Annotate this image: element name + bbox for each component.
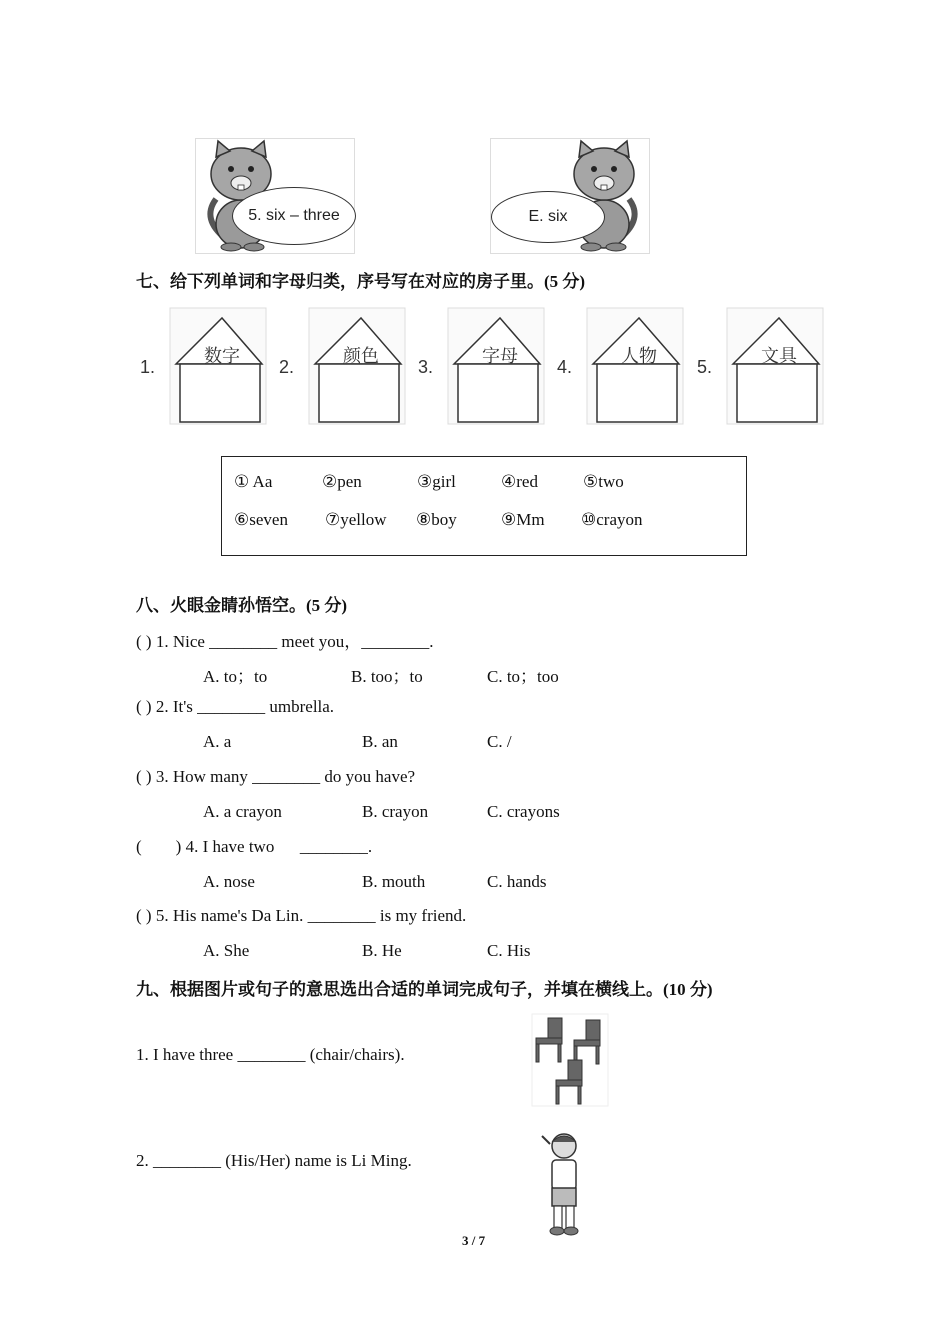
option-c: C. /: [487, 732, 512, 751]
word-item: ②pen: [322, 472, 362, 491]
section8-heading: 八、火眼金睛孙悟空。(5 分): [136, 596, 348, 615]
option-a: A. a: [203, 732, 232, 751]
option-a: A. to；to: [203, 667, 268, 686]
option-a: A. a crayon: [203, 802, 282, 821]
house-label: 人物: [621, 346, 657, 366]
word-item: ⑦yellow: [325, 510, 387, 529]
option-b: B. He: [362, 941, 402, 960]
option-b: B. too；to: [351, 667, 423, 686]
house-number: 1.: [140, 357, 156, 377]
house-label: 颜色: [343, 346, 379, 366]
question-line: ( ) 2. It's ________ umbrella.: [136, 697, 335, 716]
section7-heading: 七、给下列单词和字母归类，序号写在对应的房子里。(5 分): [136, 272, 586, 291]
house-number: 2.: [279, 357, 295, 377]
word-item: ⑤two: [583, 472, 624, 491]
house-number: 4.: [557, 357, 573, 377]
page-number: 3 / 7: [462, 1233, 486, 1248]
option-c: C. crayons: [487, 802, 560, 821]
cat-speech-text: E. six: [528, 208, 568, 225]
word-item: ⑧boy: [416, 510, 457, 529]
fill-sentence: 1. I have three ________ (chair/chairs).: [136, 1045, 405, 1064]
house-number: 5.: [697, 357, 713, 377]
option-b: B. an: [362, 732, 398, 751]
word-item: ⑥seven: [234, 510, 288, 529]
house-label: 文具: [761, 346, 797, 366]
fill-sentence: 2. ________ (His/Her) name is Li Ming.: [136, 1151, 412, 1170]
option-c: C. to；too: [487, 667, 559, 686]
word-item: ⑩crayon: [581, 510, 643, 529]
question-line: ( ) 4. I have two ________.: [136, 837, 373, 856]
option-a: A. She: [203, 941, 250, 960]
question-line: ( ) 3. How many ________ do you have?: [136, 767, 416, 786]
boy-icon: [538, 1130, 590, 1238]
word-item: ④red: [501, 472, 538, 491]
word-bank-box: [221, 456, 747, 556]
house-label: 数字: [204, 346, 240, 366]
word-item: ⑨Mm: [501, 510, 545, 529]
option-a: A. nose: [203, 872, 255, 891]
house-label: 字母: [482, 346, 518, 366]
cat-speech-text: 5. six – three: [248, 207, 340, 224]
chairs-icon: [528, 1010, 610, 1108]
section9-heading: 九、根据图片或句子的意思选出合适的单词完成句子，并填在横线上。(10 分): [136, 980, 713, 999]
house-number: 3.: [418, 357, 434, 377]
house-drawings: [0, 0, 950, 440]
question-line: ( ) 5. His name's Da Lin. ________ is my friend.: [136, 906, 467, 925]
word-item: ① Aa: [234, 472, 273, 491]
option-b: B. crayon: [362, 802, 429, 821]
option-b: B. mouth: [362, 872, 426, 891]
question-line: ( ) 1. Nice ________ meet you，________.: [136, 632, 434, 651]
option-c: C. His: [487, 941, 531, 960]
option-c: C. hands: [487, 872, 547, 891]
word-item: ③girl: [417, 472, 456, 491]
